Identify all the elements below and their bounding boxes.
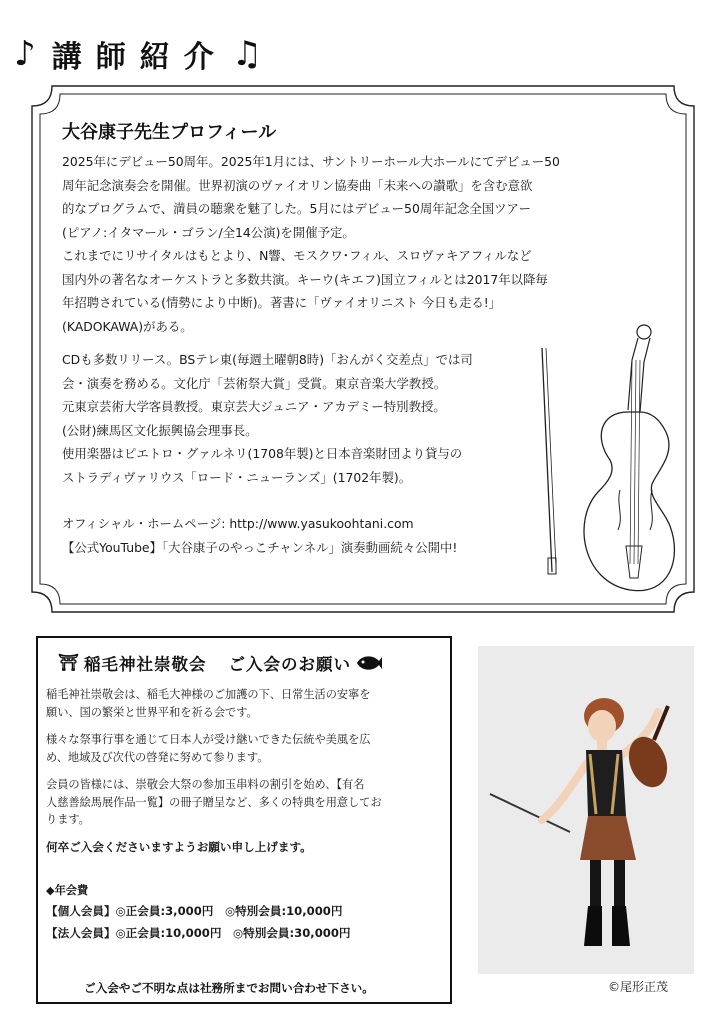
guild-line: ります。: [46, 813, 90, 826]
profile-line: 元東京芸術大学客員教授。東京芸大ジュニア・アカデミー特別教授。: [62, 399, 446, 414]
page-title-text: 講師紹介: [51, 40, 228, 75]
profile-line: 2025年にデビュー50周年。2025年1月には、サントリーホール大ホールにてデビュー50: [62, 154, 560, 169]
profile-line: 国内外の著名なオーケストラと多数共演。キーウ(キエフ)国立フィルとは2017年以降毎: [62, 271, 548, 287]
profile-line: (ピアノ:イタマール・ゴラン/全14公演)を開催予定。: [62, 224, 355, 240]
profile-line: 周年記念演奏会を開催。世界初演のヴァイオリン協奏曲「未来への讃歌」を含む意欲: [62, 177, 533, 193]
youtube-line: 【公式YouTube】「大谷康子のやっこチャンネル」演奏動画続々公開中!: [62, 539, 458, 555]
profile-heading: 大谷康子先生プロフィール: [62, 122, 277, 143]
profile-line: 会・演奏を務める。文化庁「芸術祭大賞」受賞。東京音楽大学教授。: [62, 375, 447, 391]
fee-heading: ◆年会費: [46, 884, 89, 897]
fee-individual: 【個人会員】◎正会員:3,000円 ◎特別会員:10,000円: [46, 903, 343, 918]
guild-line: 稲毛神社崇敬会は、稲毛大神様のご加護の下、日常生活の安寧を: [46, 688, 371, 701]
profile-line: 使用楽器はピエトロ・グァルネリ(1708年製)と日本音楽財団より貸与の: [62, 446, 463, 461]
page-title: [14, 28, 414, 80]
homepage-link[interactable]: オフィシャル・ホームページ: http://www.yasukoohtani.com: [62, 516, 414, 531]
guild-line: 願い、国の繁栄と世界平和を祈る会です。: [46, 705, 258, 719]
guild-line: 会員の皆様には、崇敬会大祭の参加玉串料の割引を始め、【有名: [46, 778, 365, 791]
membership-plea: 何卒ご入会くださいますようお願い申し上げます。: [46, 839, 312, 854]
membership-title: [58, 648, 438, 678]
violinist-photo: [478, 646, 694, 974]
membership-footer: ご入会やご不明な点は社務所までお問い合わせ下さい。: [84, 981, 374, 995]
music-notes-icon: ♫: [231, 34, 263, 74]
profile-line: これまでにリサイタルはもとより、N響、モスクワ･フィル、スロヴァキアフィルなど: [62, 248, 532, 263]
photo-credit: ©尾形正茂: [608, 980, 669, 994]
torii-icon: ⛩: [58, 653, 80, 672]
membership-request: ご入会のお願い: [228, 655, 351, 674]
guild-line: 様々な祭事行事を通じて日本人が受け継いできた伝統や美風を広: [46, 733, 371, 746]
violin-illustration: [520, 320, 680, 610]
guild-line: め、地域及び次代の啓発に努めて参ります。: [46, 750, 269, 764]
association-name: 稲毛神社崇敬会: [83, 655, 207, 674]
profile-line: 年招聘されている(情勢により中断)。著書に「ヴァイオリニスト 今日も走る!」: [62, 295, 502, 310]
profile-line: (公財)練馬区文化振興協会理事長。: [62, 422, 258, 438]
profile-line: ストラディヴァリウス「ロード・ニューランズ」(1702年製)。: [62, 469, 412, 485]
fish-icon: [355, 652, 383, 674]
profile-line: (KADOKAWA)がある。: [62, 318, 193, 334]
violinist-figure: [478, 646, 694, 974]
music-note-icon: ♪: [14, 34, 36, 74]
membership-body: [46, 686, 446, 944]
fee-corporate: 【法人会員】◎正会員:10,000円 ◎特別会員:30,000円: [46, 925, 351, 940]
profile-line: CDも多数リリース。BSテレ東(毎週土曜朝8時)「おんがく交差点」では司: [62, 352, 473, 367]
guild-line: 人慈善絵馬展作品一覧】の冊子贈呈など、多くの特典を用意してお: [46, 795, 382, 809]
profile-line: 的なプログラムで、満員の聴衆を魅了した。5月にはデビュー50周年記念全国ツアー: [62, 201, 531, 216]
